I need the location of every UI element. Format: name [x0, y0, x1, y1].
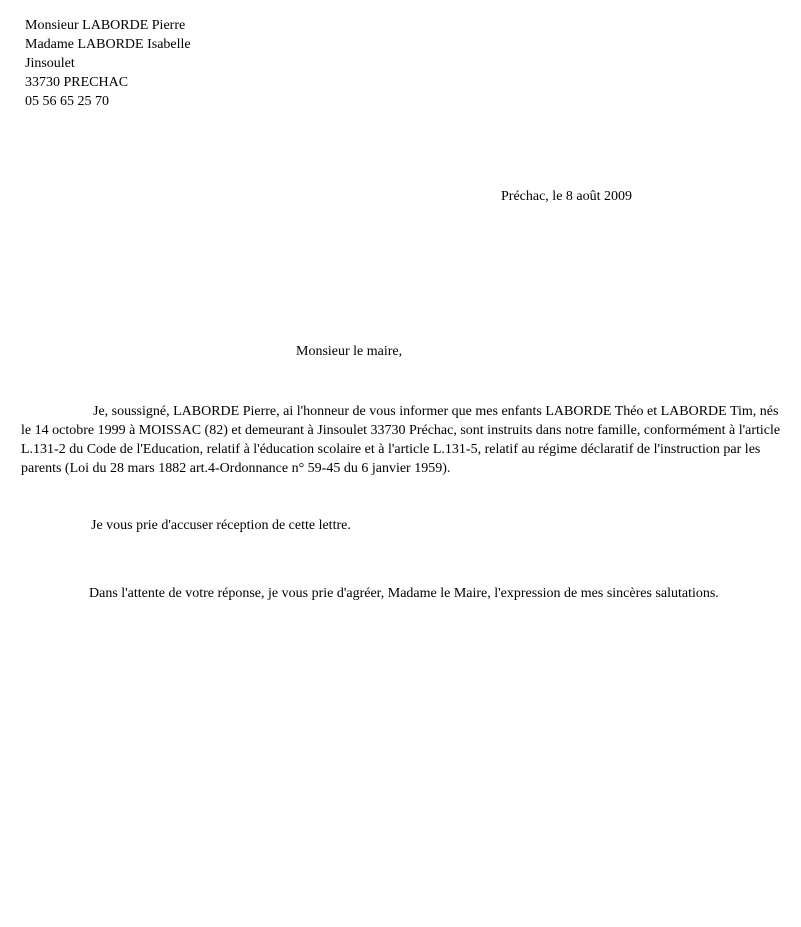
salutation: Monsieur le maire,	[296, 344, 403, 359]
sender-address-block	[25, 16, 191, 111]
sender-name-1: Monsieur LABORDE Pierre	[25, 18, 186, 33]
sender-street: Jinsoulet	[25, 56, 75, 71]
sender-phone: 05 56 65 25 70	[25, 94, 109, 109]
letter-date: Préchac, le 8 août 2009	[501, 189, 633, 204]
closing-paragraph: Dans l'attente de votre réponse, je vous prie d'agréer, Madame le Maire, l'expression de mes sincères salutations.	[89, 586, 719, 601]
body-paragraph-acknowledgement: Je vous prie d'accuser réception de cette lettre.	[91, 518, 351, 533]
sender-name-2: Madame LABORDE Isabelle	[25, 37, 191, 52]
body-paragraph-declaration: Je, soussigné, LABORDE Pierre, ai l'honneur de vous informer que mes enfants LABORDE Théo et LABORDE Tim, nés le 14 octobre 1999 à MOISSAC (82) et demeurant à Jinsoulet 33730 Préchac, sont instruits dans notre famille, conformément à l'article L.131-2 du Code de l'Education, relatif à l'éducation scolaire et à l'article L.131-5, relatif au régime déclaratif de l'instruction par les parents (Loi du 28 mars 1882 art.4-Ordonnance n° 59-45 du 6 janvier 1959).	[21, 404, 781, 476]
sender-city: 33730 PRECHAC	[25, 75, 129, 90]
